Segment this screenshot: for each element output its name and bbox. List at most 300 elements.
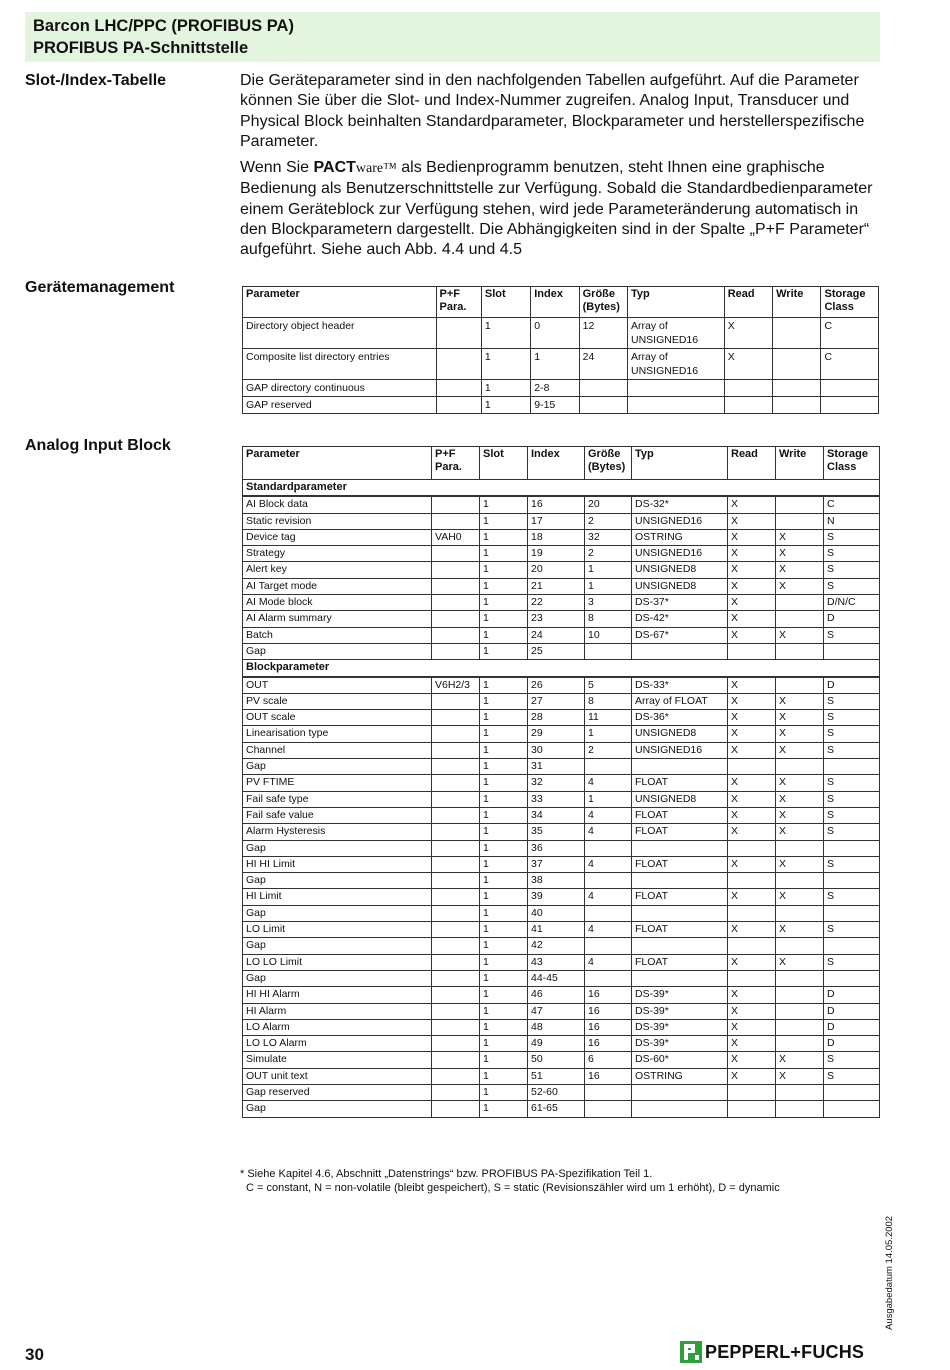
column-header-type: Typ: [632, 447, 728, 480]
cell-slot: 1: [480, 873, 528, 889]
cell-type: Array of UNSIGNED16: [627, 349, 724, 380]
cell-storage: S: [824, 693, 880, 709]
table-row: [243, 546, 880, 562]
cell-parameter: AI Block data: [243, 496, 432, 513]
table-row: [243, 693, 880, 709]
cell-pf-para: [432, 922, 480, 938]
cell-index: 24: [528, 627, 585, 643]
cell-parameter: HI HI Alarm: [243, 987, 432, 1003]
cell-read: X: [728, 1068, 776, 1084]
table-row: [243, 627, 880, 643]
cell-index: 33: [528, 791, 585, 807]
cell-read: [728, 905, 776, 921]
cell-pf-para: [432, 905, 480, 921]
cell-pf-para: [432, 873, 480, 889]
cell-write: [776, 905, 824, 921]
table-row: [243, 611, 880, 627]
pepperl-fuchs-logo-icon: [680, 1341, 702, 1363]
cell-read: [728, 1084, 776, 1100]
cell-parameter: Gap: [243, 905, 432, 921]
intro-paragraph-1: Die Geräteparameter sind in den nachfolgenden Tabellen aufgeführt. Auf die Parameter können Sie über die Slot- und Index-Nummer zugreifen. Analog Input, Transducer und Physical Block beinhalten Standardparameter, Blockparameter und herstellerspezifische Parameter.: [240, 72, 865, 150]
cell-pf-para: [432, 562, 480, 578]
cell-size: 32: [585, 529, 632, 545]
cell-parameter: Device tag: [243, 529, 432, 545]
cell-index: 36: [528, 840, 585, 856]
table-row: [243, 318, 879, 349]
table-row: [243, 643, 880, 659]
cell-size: 1: [585, 726, 632, 742]
cell-parameter: OUT: [243, 677, 432, 694]
cell-type: DS-32*: [632, 496, 728, 513]
cell-type: DS-60*: [632, 1052, 728, 1068]
cell-slot: 1: [480, 529, 528, 545]
column-header-storage: Storage Class: [824, 447, 880, 480]
cell-storage: S: [824, 856, 880, 872]
cell-type: DS-33*: [632, 677, 728, 694]
cell-write: X: [776, 791, 824, 807]
cell-read: X: [728, 595, 776, 611]
cell-size: 16: [585, 1036, 632, 1052]
cell-storage: S: [824, 775, 880, 791]
cell-size: [585, 873, 632, 889]
cell-storage: S: [824, 562, 880, 578]
cell-type: OSTRING: [632, 1068, 728, 1084]
cell-index: 38: [528, 873, 585, 889]
table-row: [243, 1101, 880, 1117]
cell-parameter: Linearisation type: [243, 726, 432, 742]
brand-logo: [680, 1340, 864, 1364]
column-header-size: Größe (Bytes): [585, 447, 632, 480]
cell-type: UNSIGNED16: [632, 513, 728, 529]
column-header-index: Index: [528, 447, 585, 480]
cell-index: 47: [528, 1003, 585, 1019]
cell-parameter: Gap: [243, 938, 432, 954]
cell-index: 50: [528, 1052, 585, 1068]
table-row: [243, 742, 880, 758]
cell-pf-para: [432, 1101, 480, 1117]
cell-index: 51: [528, 1068, 585, 1084]
cell-read: X: [728, 775, 776, 791]
cell-parameter: Channel: [243, 742, 432, 758]
cell-size: [585, 840, 632, 856]
cell-type: UNSIGNED16: [632, 742, 728, 758]
cell-read: X: [728, 710, 776, 726]
cell-read: X: [724, 318, 772, 349]
table-row: [243, 562, 880, 578]
cell-type: [632, 643, 728, 659]
table-row: [243, 987, 880, 1003]
cell-pf-para: [432, 840, 480, 856]
cell-parameter: GAP reserved: [243, 397, 437, 414]
cell-index: 1: [531, 349, 579, 380]
cell-index: 30: [528, 742, 585, 758]
cell-size: 4: [585, 775, 632, 791]
section-label-device-management: Gerätemanagement: [25, 279, 175, 296]
cell-write: X: [776, 775, 824, 791]
cell-write: [776, 987, 824, 1003]
cell-pf-para: [432, 970, 480, 986]
cell-parameter: LO LO Limit: [243, 954, 432, 970]
cell-write: [776, 643, 824, 659]
cell-read: X: [728, 677, 776, 694]
cell-write: [773, 318, 821, 349]
column-header-pf-para: P+F Para.: [436, 287, 481, 318]
cell-type: Array of UNSIGNED16: [627, 318, 724, 349]
table-row: [243, 1003, 880, 1019]
cell-slot: 1: [480, 643, 528, 659]
cell-type: DS-39*: [632, 1003, 728, 1019]
cell-slot: 1: [480, 889, 528, 905]
page-number: 30: [25, 1345, 44, 1364]
table-row: [243, 397, 879, 414]
cell-type: FLOAT: [632, 807, 728, 823]
cell-parameter: Composite list directory entries: [243, 349, 437, 380]
cell-type: [632, 759, 728, 775]
cell-slot: 1: [480, 1003, 528, 1019]
column-header-size: Größe (Bytes): [579, 287, 627, 318]
cell-type: Array of FLOAT: [632, 693, 728, 709]
cell-pf-para: [432, 775, 480, 791]
cell-pf-para: [432, 546, 480, 562]
cell-slot: 1: [480, 546, 528, 562]
cell-type: FLOAT: [632, 954, 728, 970]
cell-type: DS-39*: [632, 987, 728, 1003]
cell-size: [585, 938, 632, 954]
table-row: [243, 496, 880, 513]
cell-pf-para: [432, 611, 480, 627]
cell-index: 2-8: [531, 380, 579, 397]
cell-read: [728, 1101, 776, 1117]
cell-slot: 1: [481, 349, 530, 380]
cell-storage: S: [824, 807, 880, 823]
cell-read: X: [728, 611, 776, 627]
cell-storage: S: [824, 791, 880, 807]
table-row: [243, 775, 880, 791]
column-header-pf-para: P+F Para.: [432, 447, 480, 480]
cell-size: 8: [585, 693, 632, 709]
cell-storage: [824, 938, 880, 954]
cell-type: DS-37*: [632, 595, 728, 611]
cell-read: [728, 759, 776, 775]
cell-size: 10: [585, 627, 632, 643]
section-row: [243, 660, 880, 677]
cell-parameter: OUT scale: [243, 710, 432, 726]
column-header-storage: Storage Class: [821, 287, 879, 318]
cell-size: 11: [585, 710, 632, 726]
table-row: [243, 578, 880, 594]
cell-storage: S: [824, 546, 880, 562]
cell-storage: [824, 1084, 880, 1100]
cell-read: X: [728, 513, 776, 529]
cell-parameter: PV scale: [243, 693, 432, 709]
cell-storage: [824, 873, 880, 889]
cell-storage: D: [824, 1019, 880, 1035]
cell-storage: C: [821, 318, 879, 349]
cell-storage: S: [824, 742, 880, 758]
cell-write: [776, 970, 824, 986]
cell-storage: D: [824, 677, 880, 694]
cell-write: [776, 513, 824, 529]
cell-index: 48: [528, 1019, 585, 1035]
cell-type: [632, 905, 728, 921]
cell-index: 39: [528, 889, 585, 905]
cell-storage: D/N/C: [824, 595, 880, 611]
page-header: [25, 12, 880, 62]
cell-slot: 1: [480, 1084, 528, 1100]
cell-slot: 1: [480, 775, 528, 791]
table-row: [243, 824, 880, 840]
cell-slot: 1: [480, 954, 528, 970]
cell-pf-para: [432, 595, 480, 611]
cell-slot: 1: [480, 726, 528, 742]
column-header-type: Typ: [627, 287, 724, 318]
cell-read: X: [728, 987, 776, 1003]
cell-type: UNSIGNED8: [632, 562, 728, 578]
cell-type: FLOAT: [632, 856, 728, 872]
cell-type: FLOAT: [632, 889, 728, 905]
cell-storage: [824, 759, 880, 775]
cell-parameter: GAP directory continuous: [243, 380, 437, 397]
cell-size: 4: [585, 922, 632, 938]
cell-size: 20: [585, 496, 632, 513]
cell-slot: 1: [480, 824, 528, 840]
cell-parameter: Gap: [243, 873, 432, 889]
cell-storage: S: [824, 889, 880, 905]
cell-write: X: [776, 726, 824, 742]
cell-read: [728, 643, 776, 659]
footnote-line-1: * Siehe Kapitel 4.6, Abschnitt „Datenstrings“ bzw. PROFIBUS PA-Spezifikation Teil 1.: [240, 1168, 653, 1180]
cell-index: 29: [528, 726, 585, 742]
table-row: [243, 595, 880, 611]
cell-read: [728, 970, 776, 986]
cell-pf-para: [432, 726, 480, 742]
cell-storage: [821, 380, 879, 397]
cell-read: X: [728, 889, 776, 905]
table-row: [243, 856, 880, 872]
table-row: [243, 1036, 880, 1052]
table-row: [243, 970, 880, 986]
cell-read: X: [728, 578, 776, 594]
cell-read: X: [724, 349, 772, 380]
cell-parameter: Gap: [243, 759, 432, 775]
cell-parameter: LO LO Alarm: [243, 1036, 432, 1052]
cell-type: [632, 1101, 728, 1117]
footnote: [240, 1168, 780, 1195]
table-row: [243, 791, 880, 807]
cell-pf-para: [432, 643, 480, 659]
cell-parameter: Gap: [243, 840, 432, 856]
cell-write: X: [776, 922, 824, 938]
cell-slot: 1: [480, 611, 528, 627]
cell-slot: 1: [480, 791, 528, 807]
cell-parameter: LO Alarm: [243, 1019, 432, 1035]
table-row: [243, 1084, 880, 1100]
cell-read: [724, 380, 772, 397]
cell-type: [632, 1084, 728, 1100]
cell-parameter: PV FTIME: [243, 775, 432, 791]
table-row: [243, 1019, 880, 1035]
cell-read: [728, 873, 776, 889]
cell-read: X: [728, 1036, 776, 1052]
cell-write: [773, 397, 821, 414]
cell-pf-para: [432, 693, 480, 709]
column-header-write: Write: [776, 447, 824, 480]
column-header-parameter: Parameter: [243, 447, 432, 480]
table-row: [243, 710, 880, 726]
cell-size: 24: [579, 349, 627, 380]
cell-pf-para: [432, 710, 480, 726]
cell-type: DS-36*: [632, 710, 728, 726]
cell-storage: [824, 840, 880, 856]
table-row: [243, 1052, 880, 1068]
cell-read: [728, 938, 776, 954]
cell-index: 25: [528, 643, 585, 659]
cell-type: [632, 873, 728, 889]
intro-paragraph-2: Wenn Sie PACTware™ als Bedienprogramm benutzen, steht Ihnen eine graphische Bedienung als Benutzerschnittstelle zur Verfügung. Sobald die Standardbedienparameter einem Geräteblock zur Verfügung stehen, wird jede Parameteränderung automatisch in den Blockparametern dargestellt. Die Abhängigkeiten sind in der Spalte „P+F Parameter“ aufgeführt. Siehe auch Abb. 4.4 und 4.5: [240, 159, 873, 259]
cell-index: 40: [528, 905, 585, 921]
section-label-slot-index: Slot-/Index-Tabelle: [25, 72, 167, 89]
cell-storage: S: [824, 1052, 880, 1068]
cell-index: 35: [528, 824, 585, 840]
cell-pf-para: [432, 1036, 480, 1052]
cell-write: [776, 873, 824, 889]
analog-input-table: [242, 446, 880, 1118]
cell-parameter: Batch: [243, 627, 432, 643]
cell-storage: S: [824, 726, 880, 742]
cell-size: [585, 970, 632, 986]
cell-parameter: Static revision: [243, 513, 432, 529]
cell-parameter: HI Limit: [243, 889, 432, 905]
cell-storage: S: [824, 710, 880, 726]
cell-size: 12: [579, 318, 627, 349]
cell-read: X: [728, 529, 776, 545]
cell-slot: 1: [480, 1068, 528, 1084]
cell-pf-para: [432, 889, 480, 905]
cell-parameter: Gap: [243, 1101, 432, 1117]
cell-pf-para: [436, 318, 481, 349]
table-row: [243, 873, 880, 889]
cell-type: UNSIGNED8: [632, 791, 728, 807]
cell-parameter: Fail safe value: [243, 807, 432, 823]
cell-storage: [824, 970, 880, 986]
cell-type: DS-42*: [632, 611, 728, 627]
cell-type: OSTRING: [632, 529, 728, 545]
cell-size: [585, 759, 632, 775]
cell-parameter: Alert key: [243, 562, 432, 578]
cell-storage: S: [824, 922, 880, 938]
cell-pf-para: [432, 578, 480, 594]
section-title: Standardparameter: [243, 480, 880, 497]
cell-parameter: Strategy: [243, 546, 432, 562]
logo-text: PEPPERL+FUCHS: [705, 1341, 865, 1362]
device-management-table: [242, 286, 879, 414]
cell-pf-para: [432, 496, 480, 513]
cell-size: [585, 643, 632, 659]
column-header-read: Read: [728, 447, 776, 480]
cell-size: 16: [585, 1003, 632, 1019]
cell-parameter: AI Mode block: [243, 595, 432, 611]
section-label-analog-input: Analog Input Block: [25, 437, 171, 454]
cell-slot: 1: [480, 759, 528, 775]
table-row: [243, 677, 880, 694]
cell-index: 23: [528, 611, 585, 627]
column-header-index: Index: [531, 287, 579, 318]
cell-parameter: Gap reserved: [243, 1084, 432, 1100]
table-row: [243, 1068, 880, 1084]
cell-slot: 1: [480, 742, 528, 758]
cell-storage: S: [824, 1068, 880, 1084]
cell-type: UNSIGNED8: [632, 726, 728, 742]
cell-pf-para: [432, 807, 480, 823]
cell-parameter: HI Alarm: [243, 1003, 432, 1019]
cell-index: 34: [528, 807, 585, 823]
cell-index: 0: [531, 318, 579, 349]
cell-type: DS-39*: [632, 1019, 728, 1035]
column-header-slot: Slot: [481, 287, 530, 318]
cell-write: X: [776, 578, 824, 594]
cell-size: [585, 905, 632, 921]
cell-pf-para: [436, 349, 481, 380]
cell-pf-para: V6H2/3: [432, 677, 480, 694]
cell-storage: D: [824, 987, 880, 1003]
column-header-parameter: Parameter: [243, 287, 437, 318]
cell-parameter: Fail safe type: [243, 791, 432, 807]
cell-size: 5: [585, 677, 632, 694]
cell-type: FLOAT: [632, 775, 728, 791]
cell-write: [776, 1019, 824, 1035]
table-row: [243, 349, 879, 380]
cell-index: 26: [528, 677, 585, 694]
pactware-name: PACT: [313, 159, 356, 177]
cell-type: DS-67*: [632, 627, 728, 643]
cell-index: 42: [528, 938, 585, 954]
cell-pf-para: [432, 987, 480, 1003]
cell-storage: D: [824, 1003, 880, 1019]
cell-storage: [821, 397, 879, 414]
cell-index: 44-45: [528, 970, 585, 986]
cell-write: X: [776, 710, 824, 726]
cell-read: X: [728, 791, 776, 807]
cell-storage: C: [824, 496, 880, 513]
cell-index: 27: [528, 693, 585, 709]
cell-slot: 1: [480, 856, 528, 872]
cell-pf-para: [432, 791, 480, 807]
cell-storage: [824, 905, 880, 921]
cell-slot: 1: [480, 562, 528, 578]
cell-size: 16: [585, 987, 632, 1003]
cell-pf-para: [432, 1084, 480, 1100]
table-row: [243, 807, 880, 823]
cell-slot: 1: [480, 938, 528, 954]
cell-read: X: [728, 824, 776, 840]
cell-size: 16: [585, 1019, 632, 1035]
cell-pf-para: [432, 1052, 480, 1068]
cell-index: 28: [528, 710, 585, 726]
cell-read: [728, 840, 776, 856]
cell-slot: 1: [480, 840, 528, 856]
cell-read: X: [728, 807, 776, 823]
cell-parameter: HI HI Limit: [243, 856, 432, 872]
column-header-read: Read: [724, 287, 772, 318]
cell-slot: 1: [480, 693, 528, 709]
cell-type: UNSIGNED16: [632, 546, 728, 562]
cell-slot: 1: [480, 595, 528, 611]
cell-slot: 1: [480, 627, 528, 643]
cell-pf-para: [432, 954, 480, 970]
cell-read: X: [728, 1003, 776, 1019]
cell-write: [776, 1084, 824, 1100]
cell-size: 8: [585, 611, 632, 627]
